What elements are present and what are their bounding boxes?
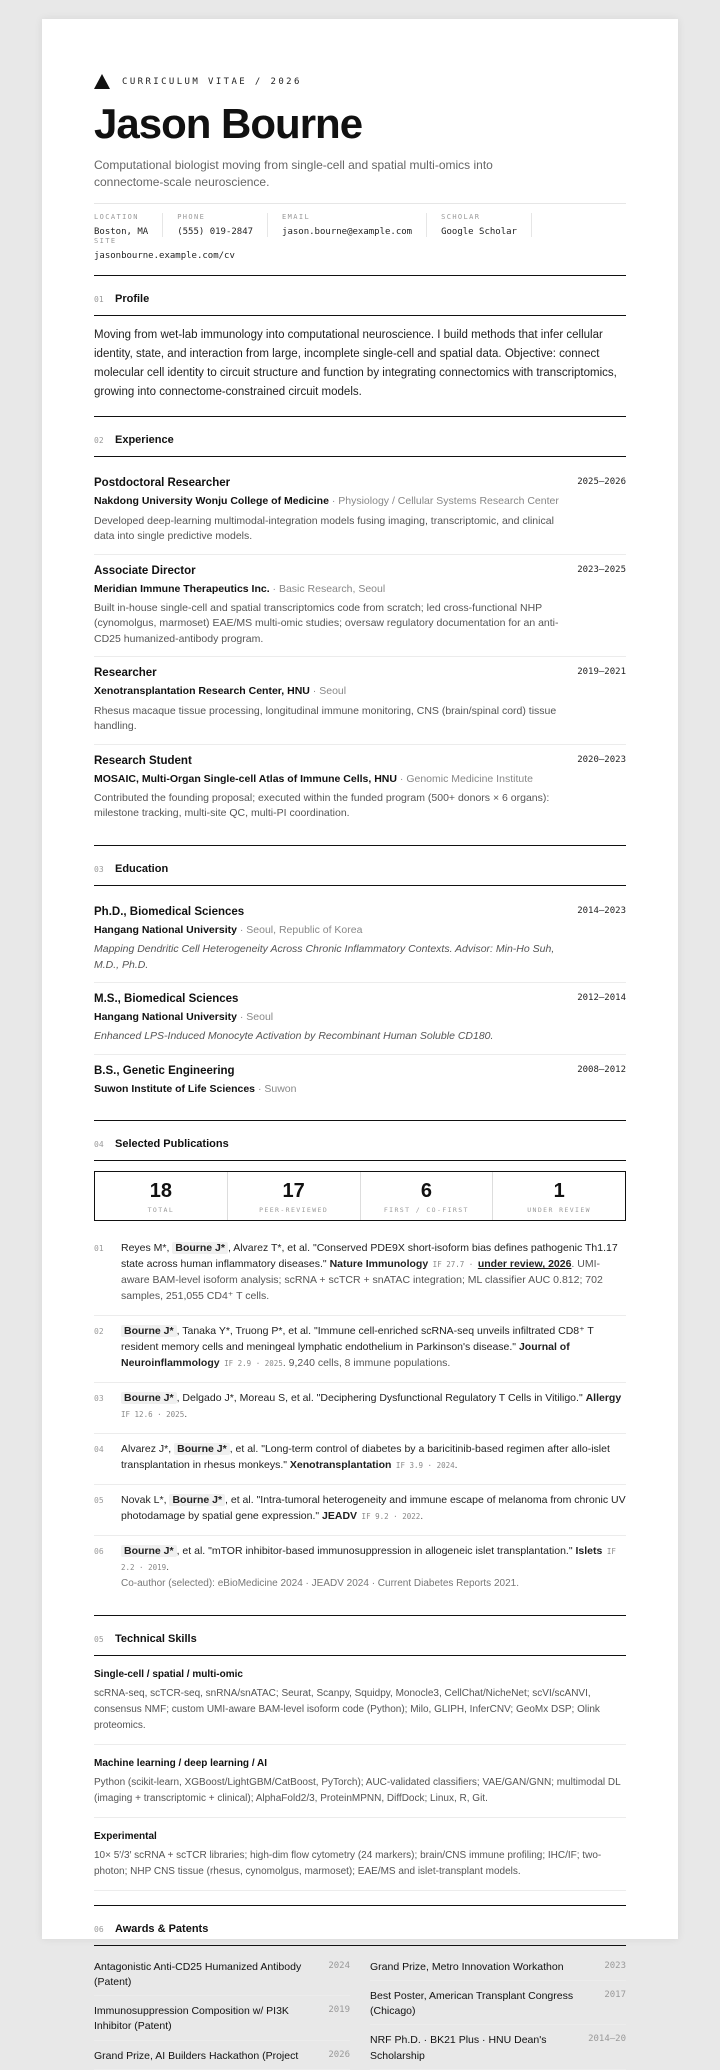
publication-item (94, 1536, 626, 1601)
contact-value: Boston, MA (94, 227, 149, 238)
publication-item (94, 1434, 626, 1485)
org-detail: · Basic Research, Seoul (269, 582, 386, 595)
pub-venue: Journal of Neuroinflammology (121, 1341, 570, 1369)
award-item (94, 1952, 350, 1996)
pub-title: , et al. "mTOR inhibitor-based immunosuppression in allogeneic islet transplantation." (176, 1544, 576, 1557)
pub-extra: . (184, 1407, 188, 1420)
pub-impact: IF 12.6 · 2025 (121, 1409, 185, 1419)
award-item (370, 1952, 626, 1981)
cv-page (42, 19, 678, 2062)
pub-venue: Allergy (585, 1391, 622, 1404)
org-name: Nakdong University Wonju College of Medicine (94, 495, 329, 508)
pub-extra: . UMI-aware BAM-level isoform analysis; scRNA + scTCR + snATAC integration; ML classifier AUC 0.812; 702 samples, 251,055 CD4⁺ T cells. (121, 1258, 603, 1303)
award-name: Grand Prize, AI Builders Hackathon (Project (94, 2049, 299, 2062)
skill-text: scRNA-seq, scTCR-seq, snRNA/snATAC; Seurat, Scanpy, Squidpy, Monocle3, CellChat/NicheNet; scVI/scANVI, consensus NMF; custom UMI-aware BAM-level isoform code (Python); Milo, GLIPH, InferCNV; GeoMx DSP; Olink proteomics. (94, 1687, 600, 1731)
coauthor-note: Co-author (selected): eBioMedicine 2024 · JEADV 2024 · Current Diabetes Reports 2021. (121, 1577, 519, 1589)
entry-org (94, 772, 564, 787)
self-author: Bourne J* (169, 1494, 225, 1506)
pub-title: , et al. "Intra-tumoral heterogeneity and immune escape of melanoma from chronic UV photodamage by spatial gene expression." (121, 1493, 626, 1522)
pub-impact: IF 3.9 · 2024 (391, 1460, 455, 1470)
experience-list (94, 457, 626, 831)
profile-text: Moving from wet-lab immunology into computational neuroscience. I build methods that infer cellular identity, state, and interaction from large, incomplete single-cell and spatial data. Objective: connect molecular cell identity to circuit structure and function by integrating connectomics with transcriptomics, growing into connectome-constrained circuit models. (94, 329, 617, 399)
education-entry (94, 1055, 626, 1106)
entry-description: Built in-house single-cell and spatial transcriptomics code from scratch; led cross-functional NHP (cynomolgus, marmoset) EAE/MS multi-omic studies; oversaw regulatory documentation for an anti-CD25 humanized-antibody program. (94, 601, 559, 645)
pub-impact: IF 2.9 · 2025 (219, 1358, 283, 1368)
org-name: Meridian Immune Therapeutics Inc. (94, 582, 270, 595)
pub-number: 06 (94, 1546, 104, 1556)
publication-item (94, 1316, 626, 1383)
org-name: Hangang National University (94, 923, 237, 936)
stat-first-author (361, 1172, 494, 1220)
section-awards (94, 1905, 626, 1946)
thesis-title: Mapping Dendritic Cell Heterogeneity Across Chronic Inflammatory Contexts. Advisor: Min-Ho Suh, M.D., Ph.D. (94, 943, 555, 971)
contact-location (94, 213, 163, 237)
pub-number: 03 (94, 1393, 104, 1403)
section-profile (94, 275, 626, 316)
pub-title: , Delgado J*, Moreau S, et al. "Deciphering Dysfunctional Regulatory T Cells in Vitiligo." (176, 1391, 586, 1404)
award-year: 2019 (328, 2005, 350, 2016)
pub-impact: IF 9.2 · 2022 (357, 1511, 421, 1521)
entry-date: 2020–2023 (577, 754, 626, 765)
award-name: Antagonistic Anti-CD25 Humanized Antibody (Patent) (94, 1960, 302, 1988)
thesis-title: Enhanced LPS-Induced Monocyte Activation by Recombinant Human Soluble CD180. (94, 1030, 494, 1043)
publication-item (94, 1383, 626, 1434)
contact-key: SCHOLAR (441, 213, 481, 222)
org-name: Xenotransplantation Research Center, HNU (94, 685, 310, 698)
contact-key: SITE (94, 237, 117, 246)
entry-org (94, 1010, 564, 1025)
org-detail: · Seoul (236, 1011, 274, 1024)
award-item (94, 1996, 350, 2040)
entry-org (94, 494, 564, 509)
entry-title: M.S., Biomedical Sciences (94, 993, 239, 1006)
pub-citation (121, 1324, 626, 1372)
pub-number: 05 (94, 1495, 104, 1505)
contact-phone (177, 213, 268, 237)
section-title: Experience (115, 434, 174, 447)
pub-impact: IF 2.2 · 2019 (121, 1546, 616, 1572)
stat-value: 17 (282, 1180, 305, 1203)
self-author: Bourne J* (121, 1392, 177, 1404)
award-item (370, 2025, 626, 2069)
contact-email (282, 213, 427, 237)
email-link[interactable]: jason.bourne@example.com (282, 227, 413, 238)
award-name: NRF Ph.D. · BK21 Plus · HNU Dean's Scholarship (370, 2034, 547, 2062)
entry-date: 2025–2026 (577, 477, 626, 488)
stat-label: PEER-REVIEWED (259, 1206, 329, 1215)
entry-title: Postdoctoral Researcher (94, 477, 231, 490)
stat-label: UNDER REVIEW (527, 1206, 591, 1215)
entry-date: 2019–2021 (577, 667, 626, 678)
org-detail: · Suwon (255, 1083, 297, 1096)
experience-entry (94, 657, 626, 744)
publication-item (94, 1233, 626, 1316)
section-title: Selected Publications (115, 1138, 229, 1151)
contact-row (94, 203, 626, 263)
skill-text: Python (scikit-learn, XGBoost/LightGBM/CatBoost, PyTorch); AUC-validated classifiers; VAE/GAN/GNN; multimodal DL (imaging + transcriptomic + clinical); AlphaFold2/3, ProteinMPNN, DiffDock; Linux, R, Git. (94, 1776, 621, 1804)
entry-title: Ph.D., Biomedical Sciences (94, 905, 245, 918)
stat-peer-reviewed (228, 1172, 361, 1220)
awards-column-right (370, 1952, 626, 2070)
section-title: Awards & Patents (115, 1922, 209, 1935)
skill-group (94, 1745, 626, 1818)
org-name: Suwon Institute of Life Sciences (94, 1083, 256, 1096)
award-year: 2014–20 (588, 2034, 626, 2045)
pub-venue: Xenotransplantation (289, 1458, 392, 1471)
pub-number: 04 (94, 1444, 104, 1454)
pub-impact: IF 27.7 · (428, 1260, 478, 1270)
stat-label: TOTAL (147, 1206, 175, 1215)
entry-title: B.S., Genetic Engineering (94, 1065, 235, 1078)
section-number: 05 (94, 1634, 104, 1644)
stat-value: 6 (420, 1180, 432, 1203)
contact-key: LOCATION (94, 213, 139, 222)
person-name: Jason Bourne (94, 100, 363, 147)
skill-group (94, 1818, 626, 1891)
publication-item (94, 1485, 626, 1536)
award-year: 2017 (604, 1989, 626, 2000)
section-title: Profile (115, 293, 150, 306)
stat-label: FIRST / CO-FIRST (383, 1206, 469, 1215)
award-item (370, 1981, 626, 2025)
self-author: Bourne J* (121, 1325, 177, 1337)
skill-title: Experimental (94, 1830, 157, 1842)
pub-authors-pre: Reyes M*, (121, 1242, 173, 1255)
section-number: 04 (94, 1140, 104, 1150)
self-author: Bourne J* (172, 1242, 228, 1254)
pub-number: 02 (94, 1327, 104, 1337)
entry-description: Contributed the founding proposal; executed within the funded program (500+ donors × 6 organs): milestone tracking, multi-site QC, multi-PI coordination. (94, 791, 550, 820)
entry-title: Researcher (94, 667, 157, 680)
pub-title: , Tanaka Y*, Truong P*, et al. "Immune cell-enriched scRNA-seq unveils infiltrated CD8⁺ T resident memory cells and meningeal lymphatic endothelium in Parkinson's disease." (121, 1325, 594, 1353)
pub-venue: JEADV (322, 1509, 358, 1522)
skill-title: Single-cell / spatial / multi-omic (94, 1668, 243, 1680)
entry-org (94, 684, 564, 699)
site-link[interactable]: jasonbourne.example.com/cv (94, 251, 235, 262)
education-entry (94, 886, 626, 983)
award-name: Immunosuppression Composition w/ PI3K Inhibitor (Patent) (94, 2005, 289, 2033)
entry-org (94, 582, 564, 597)
award-year: 2023 (604, 1960, 626, 1971)
contact-key: EMAIL (282, 213, 311, 222)
contact-key: PHONE (177, 213, 206, 222)
pub-title: , Alvarez T*, et al. "Conserved PDE9X short-isoform bias defines pathogenic Th1.17 state across human inflammatory diseases." (121, 1242, 618, 1271)
award-item (94, 2041, 350, 2070)
section-number: 06 (94, 1924, 104, 1934)
award-name: Grand Prize, Metro Innovation Workathon (370, 1960, 564, 1973)
contact-site (94, 239, 612, 261)
entry-description: Developed deep-learning multimodal-integration models fusing imaging, transcriptomic, and clinical data into single predictive models. (94, 514, 554, 543)
publication-list (94, 1233, 626, 1600)
section-title: Technical Skills (115, 1632, 197, 1645)
award-year: 2026 (328, 2049, 350, 2060)
org-detail: · Seoul (309, 685, 347, 698)
section-title: Education (115, 862, 169, 875)
education-entry (94, 983, 626, 1055)
self-author: Bourne J* (121, 1545, 177, 1557)
cv-label: CURRICULUM VITAE / 2026 (122, 76, 302, 87)
scholar-link[interactable]: Google Scholar (441, 227, 517, 238)
experience-entry (94, 555, 626, 658)
entry-org (94, 1082, 564, 1097)
section-number: 03 (94, 864, 104, 874)
experience-entry (94, 457, 626, 554)
entry-date: 2023–2025 (577, 564, 626, 575)
skill-group (94, 1656, 626, 1745)
entry-org (94, 923, 564, 938)
section-number: 01 (94, 295, 104, 305)
triangle-icon (94, 74, 110, 89)
contact-value[interactable]: (555) 019-2847 (177, 227, 254, 238)
section-publications (94, 1120, 626, 1161)
pub-extra: . (454, 1458, 458, 1471)
pub-extra: . (166, 1560, 170, 1573)
entry-date: 2012–2014 (577, 993, 626, 1004)
pub-venue: Nature Immunology (329, 1258, 429, 1271)
entry-date: 2014–2023 (577, 905, 626, 916)
stat-value: 18 (149, 1180, 172, 1203)
skill-title: Machine learning / deep learning / AI (94, 1757, 267, 1769)
experience-entry (94, 745, 626, 831)
skill-text: 10× 5′/3′ scRNA + scTCR libraries; high-dim flow cytometry (24 markers); brain/CNS immune profiling; IHC/IF; two-photon; NHP CNS tissue (rhesus, cynomolgus, marmoset); EAE/MS and islet-transplant models. (94, 1849, 602, 1877)
pub-extra: . (420, 1509, 424, 1522)
entry-title: Associate Director (94, 564, 196, 577)
section-skills (94, 1615, 626, 1656)
awards-column-left (94, 1952, 350, 2070)
award-year: 2024 (328, 1960, 350, 1971)
pub-title: , et al. "Long-term control of diabetes by a baricitinib-based regimen after allo-islet transplantation in rhesus monkeys." (121, 1442, 610, 1471)
publication-stats (94, 1171, 626, 1221)
contact-scholar (441, 213, 532, 237)
pub-extra: . 9,240 cells, 8 immune populations. (282, 1356, 451, 1369)
org-detail: · Genomic Medicine Institute (396, 772, 533, 785)
org-detail: · Physiology / Cellular Systems Research Center (328, 495, 559, 508)
pub-citation (121, 1544, 626, 1591)
self-author: Bourne J* (174, 1443, 230, 1455)
entry-title: Research Student (94, 754, 192, 767)
pub-citation (121, 1493, 626, 1525)
pub-citation (121, 1391, 626, 1423)
awards-grid (94, 1952, 626, 2070)
org-name: MOSAIC, Multi-Organ Single-cell Atlas of Immune Cells, HNU (94, 772, 397, 785)
entry-date: 2008–2012 (577, 1065, 626, 1076)
award-name: Best Poster, American Transplant Congress (Chicago) (370, 1989, 574, 2018)
cv-header (94, 19, 626, 89)
org-name: Hangang National University (94, 1011, 237, 1024)
pub-number: 01 (94, 1244, 104, 1254)
stat-under-review (493, 1172, 625, 1220)
education-list (94, 886, 626, 1106)
pub-authors-pre: Novak L*, (121, 1493, 170, 1506)
section-number: 02 (94, 436, 104, 446)
stat-total (95, 1172, 228, 1220)
pub-citation (121, 1241, 626, 1305)
pub-venue: Islets (575, 1544, 603, 1557)
skills-list (94, 1656, 626, 1891)
section-education (94, 845, 626, 886)
pub-authors-pre: Alvarez J*, (121, 1442, 175, 1455)
tagline: Computational biologist moving from single-cell and spatial multi-omics into connectome-scale neuroscience. (94, 158, 493, 190)
section-experience (94, 416, 626, 457)
pub-status: under review, 2026 (477, 1258, 572, 1271)
entry-description: Rhesus macaque tissue processing, longitudinal immune monitoring, CNS (brain/spinal cord) tissue handling. (94, 704, 557, 733)
stat-value: 1 (553, 1180, 565, 1203)
pub-citation (121, 1442, 626, 1474)
org-detail: · Seoul, Republic of Korea (236, 923, 363, 936)
